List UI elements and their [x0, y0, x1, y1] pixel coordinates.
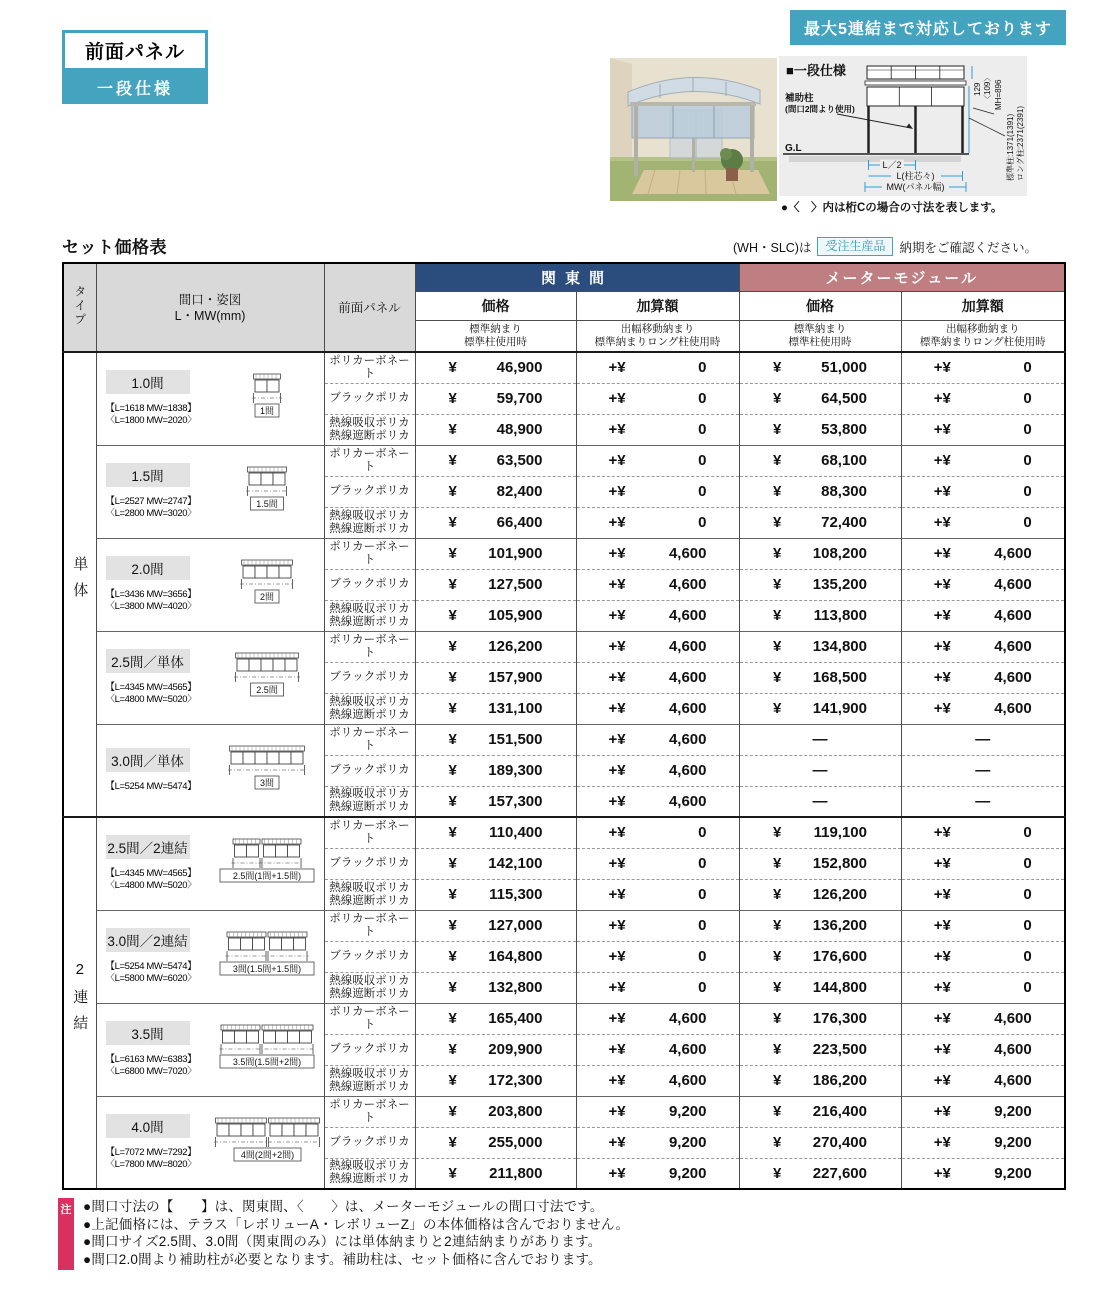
meter-price-cell: ¥ 141,900 [739, 693, 901, 724]
subheader-meter-price: 標準納まり 標準柱使用時 [739, 320, 901, 352]
meter-price-cell: ¥ 53,800 [739, 414, 901, 445]
size-label: 3.0間／単体 [106, 748, 190, 772]
size-label: 1.5間 [106, 463, 190, 487]
max-connection-banner: 最大5連結まで対応しております [790, 10, 1066, 45]
meter-price-cell: ¥ 186,200 [739, 1065, 901, 1096]
header-kanto: 関東間 [415, 263, 739, 291]
header-panel: 前面パネル [324, 263, 415, 352]
kanto-add-cell: +¥ 4,600 [576, 538, 739, 569]
panel-type-cell: ポリカーボネート [324, 1003, 415, 1034]
kanto-add-cell: +¥ 4,600 [576, 1034, 739, 1065]
meter-price-cell: ¥ 72,400 [739, 507, 901, 538]
panel-type-cell: 熱線吸収ポリカ 熱線遮断ポリカ [324, 786, 415, 817]
meter-price-cell: ¥ 51,000 [739, 352, 901, 383]
meter-price-cell: ¥ 227,600 [739, 1158, 901, 1189]
size-cell [96, 910, 324, 1003]
header-meter: メーターモジュール [739, 263, 1065, 291]
kanto-add-cell: +¥ 0 [576, 445, 739, 476]
type-group-cell: 2連結 [63, 817, 96, 1189]
meter-add-cell: +¥ 4,600 [901, 693, 1065, 724]
kanto-price-cell: ¥ 157,900 [415, 662, 576, 693]
size-diagram-icon [213, 931, 322, 982]
kanto-add-cell: +¥ 4,600 [576, 1065, 739, 1096]
note-item: ●間口2.0間より補助柱が必要となります。補助柱は、セット価格に含んでおります。 [83, 1251, 602, 1267]
panel-type-cell: ポリカーボネート [324, 538, 415, 569]
size-cell [96, 817, 324, 910]
meter-price-cell: ¥ 223,500 [739, 1034, 901, 1065]
panel-type-cell: 熱線吸収ポリカ 熱線遮断ポリカ [324, 600, 415, 631]
size-label: 3.0間／2連結 [106, 928, 190, 952]
meter-add-cell: +¥ 0 [901, 476, 1065, 507]
meter-add-cell: +¥ 0 [901, 910, 1065, 941]
dim-standard-post: 標準柱:1371(1391) [1006, 113, 1015, 181]
size-label: 2.0間 [106, 556, 190, 580]
kanto-add-cell: +¥ 0 [576, 972, 739, 1003]
kanto-price-cell: ¥ 115,300 [415, 879, 576, 910]
meter-add-cell: +¥ 0 [901, 414, 1065, 445]
l-core-label: L(柱芯々) [896, 171, 935, 181]
meter-add-cell: +¥ 0 [901, 817, 1065, 848]
meter-price-cell: ¥ 134,800 [739, 631, 901, 662]
kanto-price-cell: ¥ 82,400 [415, 476, 576, 507]
table-row [63, 631, 1065, 662]
aux-post-sublabel: (間口2間より使用) [785, 104, 855, 114]
size-cell [96, 631, 324, 724]
panel-type-cell: ブラックポリカ [324, 569, 415, 600]
size-dims: 【L=6163 MW=6383】 〈L=6800 MW=7020〉 [105, 1054, 197, 1077]
meter-add-cell: +¥ 9,200 [901, 1158, 1065, 1189]
meter-add-cell: +¥ 4,600 [901, 538, 1065, 569]
meter-price-cell: ¥ 113,800 [739, 600, 901, 631]
kanto-price-cell: ¥ 255,000 [415, 1127, 576, 1158]
subheader-meter-add: 出幅移動納まり 標準納まりロング柱使用時 [901, 320, 1065, 352]
svg-text:3.5間(1.5間+2間): 3.5間(1.5間+2間) [232, 1057, 302, 1067]
panel-type-cell: ブラックポリカ [324, 941, 415, 972]
panel-type-cell: 熱線吸収ポリカ 熱線遮断ポリカ [324, 1065, 415, 1096]
kanto-add-cell: +¥ 4,600 [576, 724, 739, 755]
meter-price-cell: ¥ 216,400 [739, 1096, 901, 1127]
meter-add-cell: — [901, 755, 1065, 786]
panel-type-cell: 熱線吸収ポリカ 熱線遮断ポリカ [324, 693, 415, 724]
meter-price-cell: ¥ 88,300 [739, 476, 901, 507]
size-cell [96, 538, 324, 631]
table-row [63, 445, 1065, 476]
subheader-kanto-add: 出幅移動納まり 標準納まりロング柱使用時 [576, 320, 739, 352]
kanto-price-cell: ¥ 165,400 [415, 1003, 576, 1034]
size-cell [96, 445, 324, 538]
meter-add-cell: +¥ 4,600 [901, 1065, 1065, 1096]
kanto-add-cell: +¥ 4,600 [576, 693, 739, 724]
spec-diagram [779, 56, 1027, 196]
meter-price-cell: ¥ 68,100 [739, 445, 901, 476]
meter-price-cell: ¥ 176,600 [739, 941, 901, 972]
table-row [63, 1003, 1065, 1034]
diagram-note: ●〈 〉内は桁Cの場合の寸法を表します。 [781, 202, 1003, 214]
panel-type-cell: 熱線吸収ポリカ 熱線遮断ポリカ [324, 1158, 415, 1189]
size-dims: 【L=4345 MW=4565】 〈L=4800 MW=5020〉 [105, 682, 197, 705]
meter-add-cell: +¥ 0 [901, 848, 1065, 879]
meter-price-cell: ¥ 119,100 [739, 817, 901, 848]
meter-add-cell: +¥ 4,600 [901, 662, 1065, 693]
kanto-add-cell: +¥ 0 [576, 817, 739, 848]
size-diagram-icon [213, 1117, 322, 1168]
meter-add-cell: — [901, 786, 1065, 817]
meter-add-cell: +¥ 4,600 [901, 1003, 1065, 1034]
meter-add-cell: +¥ 0 [901, 352, 1065, 383]
kanto-price-cell: ¥ 59,700 [415, 383, 576, 414]
kanto-price-cell: ¥ 46,900 [415, 352, 576, 383]
svg-text:1.5間: 1.5間 [256, 499, 278, 509]
size-dims: 【L=5254 MW=5474】 [105, 780, 197, 792]
header-size: 間口・姿図 L・MW(mm) [96, 263, 324, 352]
kanto-add-cell: +¥ 0 [576, 352, 739, 383]
kanto-price-cell: ¥ 131,100 [415, 693, 576, 724]
kanto-price-cell: ¥ 157,300 [415, 786, 576, 817]
aux-post-label: 補助柱 [785, 93, 814, 104]
note-item: ●間口寸法の【 】は、関東間、〈 〉は、メーターモジュールの間口寸法です。 [83, 1199, 604, 1214]
meter-add-cell: +¥ 4,600 [901, 1034, 1065, 1065]
price-table-wrap [62, 262, 1066, 1190]
size-cell [96, 1003, 324, 1096]
size-dims: 【L=5254 MW=5474】 〈L=5800 MW=6020〉 [105, 961, 197, 984]
meter-add-cell: +¥ 4,600 [901, 600, 1065, 631]
l-half-label: L／2 [882, 160, 902, 170]
meter-add-cell: +¥ 9,200 [901, 1127, 1065, 1158]
size-diagram-icon [213, 1024, 322, 1075]
kanto-price-cell: ¥ 164,800 [415, 941, 576, 972]
kanto-price-cell: ¥ 127,000 [415, 910, 576, 941]
price-table-body [63, 352, 1065, 1189]
size-diagram-icon [213, 466, 322, 517]
panel-type-cell: ポリカーボネート [324, 445, 415, 476]
product-badges [62, 30, 208, 104]
kanto-add-cell: +¥ 9,200 [576, 1096, 739, 1127]
panel-type-cell: ポリカーボネート [324, 910, 415, 941]
svg-text:4間(2間+2間): 4間(2間+2間) [240, 1149, 294, 1160]
meter-price-cell: ¥ 126,200 [739, 879, 901, 910]
panel-type-cell: ポリカーボネート [324, 817, 415, 848]
size-dims: 【L=1618 MW=1838】 〈L=1800 MW=2020〉 [105, 403, 197, 427]
dim-long-post: ロング柱:2371(2391) [1016, 106, 1025, 181]
panel-type-cell: ブラックポリカ [324, 476, 415, 507]
svg-text:2間: 2間 [259, 592, 275, 602]
size-label: 4.0間 [106, 1114, 190, 1138]
kanto-add-cell: +¥ 0 [576, 879, 739, 910]
table-row [63, 910, 1065, 941]
kanto-price-cell: ¥ 189,300 [415, 755, 576, 786]
size-diagram-icon [213, 745, 322, 796]
made-to-order-badge: 受注生産品 [817, 237, 893, 256]
kanto-price-cell: ¥ 151,500 [415, 724, 576, 755]
panel-type-cell: 熱線吸収ポリカ 熱線遮断ポリカ [324, 507, 415, 538]
kanto-add-cell: +¥ 4,600 [576, 569, 739, 600]
meter-add-cell: +¥ 0 [901, 941, 1065, 972]
kanto-add-cell: +¥ 4,600 [576, 600, 739, 631]
type-group-cell: 単体 [63, 352, 96, 817]
kanto-price-cell: ¥ 203,800 [415, 1096, 576, 1127]
panel-type-cell: ブラックポリカ [324, 1034, 415, 1065]
panel-type-cell: ブラックポリカ [324, 755, 415, 786]
kanto-add-cell: +¥ 0 [576, 848, 739, 879]
svg-text:3間: 3間 [259, 777, 275, 788]
meter-price-cell: ¥ 168,500 [739, 662, 901, 693]
header-meter-add: 加算額 [901, 291, 1065, 320]
price-table [62, 262, 1066, 1190]
meter-add-cell: +¥ 0 [901, 383, 1065, 414]
note-tag: 注 [58, 1198, 74, 1270]
diagram-title: ■一段仕様 [786, 63, 846, 78]
kanto-add-cell: +¥ 4,600 [576, 786, 739, 817]
panel-type-cell: ポリカーボネート [324, 352, 415, 383]
kanto-add-cell: +¥ 4,600 [576, 755, 739, 786]
note-item: ●間口サイズ2.5間、3.0間（関東間のみ）には単体納まりと2連結納まりがあります。 [83, 1234, 602, 1249]
svg-text:2.5間: 2.5間 [256, 685, 278, 695]
panel-type-cell: ブラックポリカ [324, 662, 415, 693]
table-row [63, 538, 1065, 569]
size-diagram-icon [213, 838, 322, 889]
kanto-price-cell: ¥ 211,800 [415, 1158, 576, 1189]
panel-type-cell: ポリカーボネート [324, 631, 415, 662]
kanto-add-cell: +¥ 4,600 [576, 631, 739, 662]
kanto-price-cell: ¥ 132,800 [415, 972, 576, 1003]
size-dims: 【L=7072 MW=7292】 〈L=7800 MW=8020〉 [105, 1146, 197, 1170]
size-label: 3.5間 [106, 1021, 190, 1045]
panel-type-cell: ポリカーボネート [324, 1096, 415, 1127]
size-diagram-icon [213, 559, 322, 610]
product-photo [610, 58, 777, 201]
kanto-add-cell: +¥ 0 [576, 476, 739, 507]
kanto-price-cell: ¥ 142,100 [415, 848, 576, 879]
size-cell [96, 352, 324, 445]
size-cell [96, 1096, 324, 1189]
kanto-add-cell: +¥ 4,600 [576, 1003, 739, 1034]
subheader-kanto-price: 標準納まり 標準柱使用時 [415, 320, 576, 352]
panel-type-cell: ブラックポリカ [324, 848, 415, 879]
dim-129: 129 [973, 82, 982, 96]
meter-price-cell: ¥ 136,200 [739, 910, 901, 941]
kanto-add-cell: +¥ 4,600 [576, 662, 739, 693]
kanto-price-cell: ¥ 172,300 [415, 1065, 576, 1096]
order-note-post: 納期をご確認ください。 [899, 240, 1037, 255]
header-kanto-price: 価格 [415, 291, 576, 320]
size-diagram-icon [213, 373, 322, 424]
meter-price-cell: ¥ 108,200 [739, 538, 901, 569]
size-cell [96, 724, 324, 817]
meter-price-cell: ¥ 135,200 [739, 569, 901, 600]
header-type: タイプ [63, 263, 96, 352]
note-item: ●上記価格には、テラス「レボリューA・レボリューZ」の本体価格は含んでおりません。 [83, 1216, 630, 1232]
meter-add-cell: +¥ 0 [901, 507, 1065, 538]
size-label: 2.5間／単体 [106, 649, 190, 673]
kanto-add-cell: +¥ 9,200 [576, 1127, 739, 1158]
table-row [63, 352, 1065, 383]
order-note [622, 237, 1037, 256]
size-dims: 【L=2527 MW=2747】 〈L=2800 MW=3020〉 [105, 496, 197, 519]
svg-text:2.5間(1間+1.5間): 2.5間(1間+1.5間) [232, 871, 302, 882]
table-row [63, 1096, 1065, 1127]
meter-price-cell: ¥ 176,300 [739, 1003, 901, 1034]
meter-price-cell: ¥ 152,800 [739, 848, 901, 879]
kanto-price-cell: ¥ 63,500 [415, 445, 576, 476]
meter-add-cell: +¥ 4,600 [901, 569, 1065, 600]
one-step-spec-badge: 一段仕様 [62, 71, 208, 104]
panel-type-cell: 熱線吸収ポリカ 熱線遮断ポリカ [324, 972, 415, 1003]
meter-price-cell: — [739, 786, 901, 817]
kanto-price-cell: ¥ 127,500 [415, 569, 576, 600]
meter-add-cell: +¥ 0 [901, 879, 1065, 910]
kanto-price-cell: ¥ 126,200 [415, 631, 576, 662]
size-label: 1.0間 [106, 370, 190, 394]
size-label: 2.5間／2連結 [106, 835, 190, 859]
kanto-add-cell: +¥ 9,200 [576, 1158, 739, 1189]
kanto-price-cell: ¥ 48,900 [415, 414, 576, 445]
kanto-add-cell: +¥ 0 [576, 941, 739, 972]
meter-price-cell: ¥ 144,800 [739, 972, 901, 1003]
meter-add-cell: +¥ 0 [901, 445, 1065, 476]
header-kanto-add: 加算額 [576, 291, 739, 320]
footnotes [58, 1198, 629, 1270]
kanto-add-cell: +¥ 0 [576, 414, 739, 445]
meter-price-cell: — [739, 755, 901, 786]
size-dims: 【L=4345 MW=4565】 〈L=4800 MW=5020〉 [105, 868, 197, 892]
note-list [83, 1198, 629, 1268]
table-row [63, 724, 1065, 755]
dim-109: 〈109〉 [983, 73, 992, 103]
kanto-add-cell: +¥ 0 [576, 507, 739, 538]
meter-add-cell: +¥ 4,600 [901, 631, 1065, 662]
meter-price-cell: ¥ 64,500 [739, 383, 901, 414]
front-panel-badge: 前面パネル [62, 30, 208, 71]
price-table-title: セット価格表 [62, 238, 167, 257]
kanto-price-cell: ¥ 110,400 [415, 817, 576, 848]
mw-label: MW(パネル幅) [886, 182, 945, 192]
meter-add-cell: — [901, 724, 1065, 755]
panel-type-cell: 熱線吸収ポリカ 熱線遮断ポリカ [324, 879, 415, 910]
kanto-price-cell: ¥ 66,400 [415, 507, 576, 538]
svg-text:1間: 1間 [259, 406, 275, 417]
meter-price-cell: — [739, 724, 901, 755]
size-dims: 【L=3436 MW=3656】 〈L=3800 MW=4020〉 [105, 589, 197, 612]
panel-type-cell: 熱線吸収ポリカ 熱線遮断ポリカ [324, 414, 415, 445]
meter-price-cell: ¥ 270,400 [739, 1127, 901, 1158]
order-note-pre: (WH・SLC)は [733, 240, 812, 255]
dim-mh: MH=896 [994, 79, 1003, 110]
panel-type-cell: ブラックポリカ [324, 1127, 415, 1158]
meter-add-cell: +¥ 0 [901, 972, 1065, 1003]
kanto-price-cell: ¥ 101,900 [415, 538, 576, 569]
kanto-add-cell: +¥ 0 [576, 910, 739, 941]
kanto-price-cell: ¥ 105,900 [415, 600, 576, 631]
meter-add-cell: +¥ 9,200 [901, 1096, 1065, 1127]
header-meter-price: 価格 [739, 291, 901, 320]
size-diagram-icon [213, 652, 322, 703]
kanto-add-cell: +¥ 0 [576, 383, 739, 414]
panel-type-cell: ブラックポリカ [324, 383, 415, 414]
table-row [63, 817, 1065, 848]
gl-label: G.L [785, 143, 802, 154]
panel-type-cell: ポリカーボネート [324, 724, 415, 755]
kanto-price-cell: ¥ 209,900 [415, 1034, 576, 1065]
svg-text:3間(1.5間+1.5間): 3間(1.5間+1.5間) [232, 964, 302, 974]
